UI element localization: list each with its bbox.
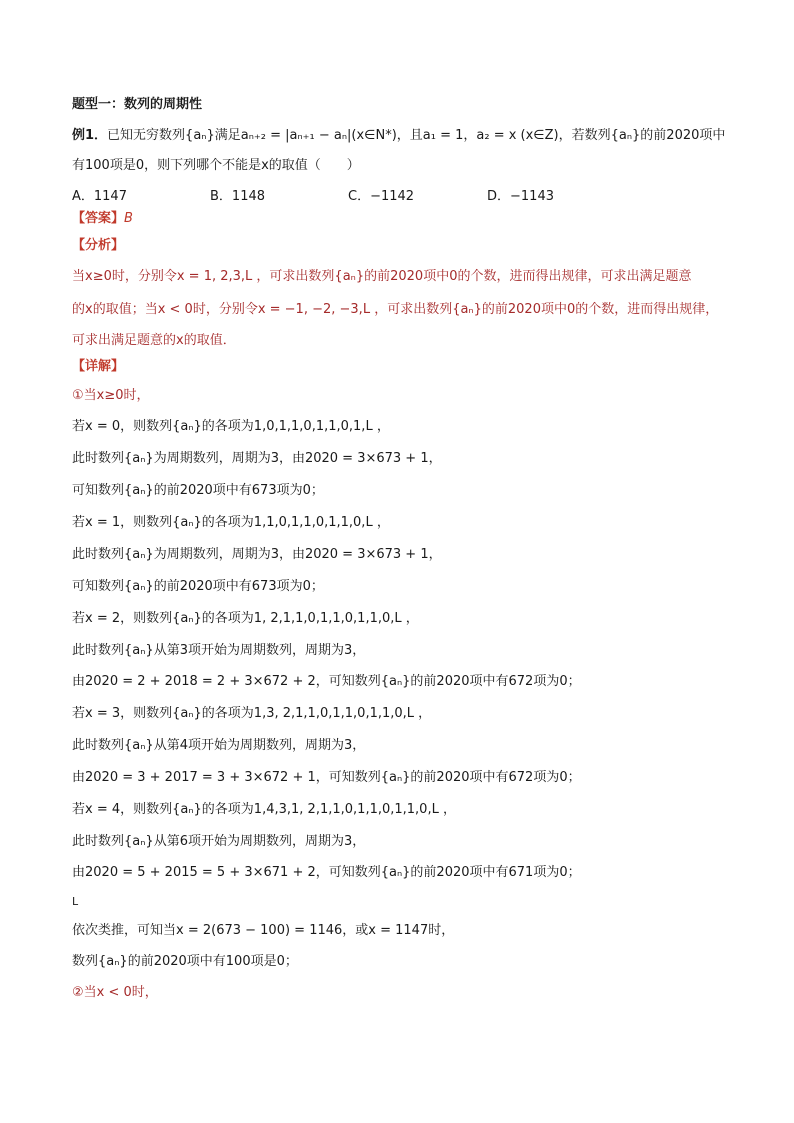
detail-line: 若x = 3，则数列{aₙ}的各项为1,3, 2,1,1,0,1,1,0,1,1,0,L ， [72, 706, 432, 721]
example-line-2: 有100项是0，则下列哪个不能是x的取值（ ） [72, 158, 360, 173]
example-text-1: 已知无穷数列{aₙ}满足aₙ₊₂ = |aₙ₊₁ − aₙ|(x∈N*)，且a₁ = 1，a₂ = x (x∈Z)，若数列{aₙ}的前2020项中 [107, 128, 726, 143]
detail-line: ②当x < 0时， [72, 985, 158, 1000]
answer-value: B [124, 211, 133, 226]
analysis-label: 【分析】 [72, 238, 125, 253]
example-line-1 [72, 127, 725, 145]
detail-line: 由2020 = 2 + 2018 = 2 + 3×672 + 2，可知数列{aₙ}的前2020项中有672项为0； [72, 674, 581, 689]
detail-line: 若x = 1，则数列{aₙ}的各项为1,1,0,1,1,0,1,1,0,L ， [72, 515, 390, 530]
detail-line: ①当x≥0时， [72, 388, 150, 403]
detail-line: 由2020 = 5 + 2015 = 5 + 3×671 + 2，可知数列{aₙ}的前2020项中有671项为0； [72, 865, 581, 880]
detail-line: 若x = 2，则数列{aₙ}的各项为1, 2,1,1,0,1,1,0,1,1,0,L ， [72, 611, 419, 626]
detail-line: 若x = 4，则数列{aₙ}的各项为1,4,3,1, 2,1,1,0,1,1,0,1,1,0,L ， [72, 802, 456, 817]
detail-line: 此时数列{aₙ}从第6项开始为周期数列，周期为3， [72, 834, 366, 849]
option-b: B．1148 [210, 189, 266, 204]
detail-line: 此时数列{aₙ}从第3项开始为周期数列，周期为3， [72, 643, 366, 658]
detail-line: 可知数列{aₙ}的前2020项中有673项为0； [72, 483, 324, 498]
answer-line [72, 210, 133, 228]
analysis-line-3: 可求出满足题意的x的取值． [72, 333, 236, 348]
analysis-line-1: 当x≥0时，分别令x = 1, 2,3,L ，可求出数列{aₙ}的前2020项中0的个数，进而得出规律，可求出满足题意 [72, 269, 692, 284]
analysis-line-2: 的x的取值；当x < 0时，分别令x = −1, −2, −3,L ，可求出数列{aₙ}的前2020项中0的个数，进而得出规律， [72, 302, 719, 317]
detail-line: 此时数列{aₙ}为周期数列，周期为3，由2020 = 3×673 + 1， [72, 547, 442, 562]
option-c: C．−1142 [348, 189, 415, 204]
detail-line: 由2020 = 3 + 2017 = 3 + 3×672 + 1，可知数列{aₙ}的前2020项中有672项为0； [72, 770, 581, 785]
answer-label: 【答案】 [72, 211, 125, 226]
detail-line: 若x = 0，则数列{aₙ}的各项为1,0,1,1,0,1,1,0,1,L ， [72, 419, 390, 434]
option-d: D．−1143 [487, 189, 554, 204]
detail-line: 此时数列{aₙ}为周期数列，周期为3，由2020 = 3×673 + 1， [72, 451, 442, 466]
detail-line: L [72, 895, 79, 908]
detail-line: 依次类推，可知当x = 2(673 − 100) = 1146，或x = 1147时， [72, 923, 455, 938]
section-title: 题型一：数列的周期性 [72, 97, 203, 112]
example-label: 例1． [72, 128, 108, 143]
option-a: A．1147 [72, 189, 127, 204]
detail-line: 可知数列{aₙ}的前2020项中有673项为0； [72, 579, 324, 594]
detail-line: 此时数列{aₙ}从第4项开始为周期数列，周期为3， [72, 738, 366, 753]
detail-line: 数列{aₙ}的前2020项中有100项是0； [72, 954, 298, 969]
detail-label: 【详解】 [72, 359, 125, 374]
